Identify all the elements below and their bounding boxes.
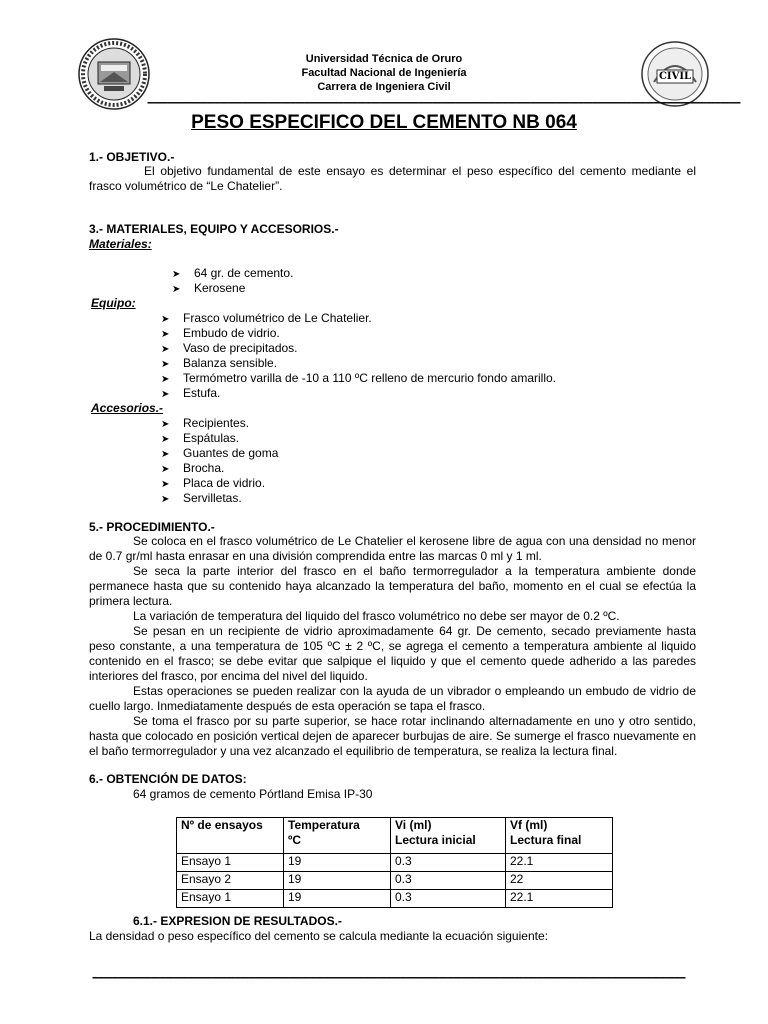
table-cell: 19 [284, 854, 391, 872]
header-career: Carrera de Ingeniera Civil [317, 81, 451, 93]
arrow-bullet-icon: ➤ [161, 374, 170, 385]
table-header-cell: Vf (ml) Lectura final [506, 818, 613, 854]
list-item [161, 341, 298, 357]
table-cell: 19 [284, 890, 391, 908]
materiales-label: Materiales: [89, 237, 152, 251]
list-item-label: Recipientes. [183, 416, 250, 430]
procedimiento-paragraph: Se coloca en el frasco volumétrico de Le Chatelier el kerosene libre de agua con una densidad no menor de 0.7 gr/ml hasta enrasar en una división comprendida entre las marcas 0 ml y 1 ml. [89, 534, 696, 563]
list-item [161, 476, 265, 492]
procedimiento-paragraph: Se pesan en un recipiente de vidrio aproximadamente 64 gr. De cemento, secado previamente hasta peso constante, a una temperatura de 105 ºC ± 2 ºC, se agrega el cemento a temperatura ambiente al liquido contenido en el frasco; se debe evitar que salpique el liquido y que el cemento quede adherido a las paredes interiores del frasco, por encima del nivel del liquido. [89, 624, 696, 683]
list-item [161, 491, 242, 507]
list-item-label: Balanza sensible. [183, 356, 278, 370]
table-cell: 0.3 [391, 854, 506, 872]
list-item-label: Embudo de vidrio. [183, 326, 280, 340]
list-item-label: Frasco volumétrico de Le Chatelier. [183, 311, 372, 325]
procedimiento-paragraph: Se seca la parte interior del frasco en el baño termorregulador a la temperatura ambiente donde permanece hasta que su contenido haya alcanzado la temperatura del baño, momento en el cual se efectúa la primera lectura. [89, 564, 696, 608]
table-cell: 22 [506, 872, 613, 890]
arrow-bullet-icon: ➤ [161, 449, 170, 460]
list-item [172, 266, 293, 282]
resultados-heading: 6.1.- EXPRESION DE RESULTADOS.- [133, 914, 342, 928]
arrow-bullet-icon: ➤ [161, 359, 170, 370]
page-title: PESO ESPECIFICO DEL CEMENTO NB 064 [191, 112, 577, 133]
procedimiento-paragraph: La variación de temperatura del liquido del frasco volumétrico no debe ser mayor de 0.2 ºC. [133, 609, 620, 623]
list-item-label: Placa de vidrio. [183, 476, 266, 490]
civil-logo-text: CIVIL [658, 71, 692, 82]
list-item [161, 311, 372, 327]
objetivo-text: El objetivo fundamental de este ensayo es determinar el peso específico del cemento mediante el frasco volumétrico de “Le Chatelier”. [89, 164, 696, 193]
objetivo-heading: 1.- OBJETIVO.- [89, 150, 175, 164]
equipo-label: Equipo: [91, 296, 136, 310]
table-cell: 0.3 [391, 872, 506, 890]
procedimiento-paragraph: Estas operaciones se pueden realizar con la ayuda de un vibrador o empleando un embudo de vidrio de cuello largo. Inmediatamente después de esta operación se tapa el frasco. [89, 684, 696, 713]
list-item [161, 371, 556, 387]
arrow-bullet-icon: ➤ [161, 479, 170, 490]
list-item-label: Brocha. [183, 461, 225, 475]
header-divider: -------------------------------------------------------------------------------------------------------------------------------------------------------------------------------------------------------------------- [147, 95, 740, 109]
table-header-row [177, 818, 613, 854]
list-item-label: Kerosene [194, 281, 246, 295]
table-cell: 0.3 [391, 890, 506, 908]
table-row [177, 890, 613, 908]
list-item-label: Vaso de precipitados. [183, 341, 298, 355]
procedimiento-paragraph: Se toma el frasco por su parte superior, se hace rotar inclinando alternadamente en uno y otro sentido, hasta que colocado en posición vertical dejen de aparecer burbujas de aire. Se sumerge el frasco nuevamente en el baño termorregulador y una vez alcanzado el equilibrio de temperatura, se realiza la lectura final. [89, 714, 696, 758]
table-cell: Ensayo 2 [177, 872, 284, 890]
list-item [161, 461, 224, 477]
arrow-bullet-icon: ➤ [161, 389, 170, 400]
table-header-cell: Vi (ml) Lectura inicial [391, 818, 506, 854]
header-faculty: Facultad Nacional de Ingeniería [301, 67, 467, 79]
list-item [172, 281, 245, 297]
table-cell: 19 [284, 872, 391, 890]
list-item [161, 386, 220, 402]
list-item [161, 446, 278, 462]
table-cell: Ensayo 1 [177, 890, 284, 908]
table-row [177, 872, 613, 890]
arrow-bullet-icon: ➤ [161, 419, 170, 430]
footer-divider: -------------------------------------------------------------------------------------------------------------------------------------------------------------------------------------------------------------------- [92, 970, 685, 984]
datos-subtitle: 64 gramos de cemento Pórtland Emisa IP-30 [133, 787, 373, 801]
list-item-label: Espátulas. [183, 431, 240, 445]
list-item [161, 356, 277, 372]
arrow-bullet-icon: ➤ [172, 284, 181, 295]
table-cell: 22.1 [506, 854, 613, 872]
list-item-label: Servilletas. [183, 491, 242, 505]
header-university: Universidad Técnica de Oruro [305, 53, 463, 65]
arrow-bullet-icon: ➤ [161, 344, 170, 355]
table-cell: Ensayo 1 [177, 854, 284, 872]
procedimiento-body [89, 534, 696, 759]
list-item-label: Estufa. [183, 386, 221, 400]
procedimiento-heading: 5.- PROCEDIMIENTO.- [89, 520, 215, 534]
list-item [161, 431, 239, 447]
accesorios-label: Accesorios.- [91, 401, 164, 415]
arrow-bullet-icon: ➤ [172, 269, 181, 280]
materiales-heading: 3.- MATERIALES, EQUIPO Y ACCESORIOS.- [89, 222, 339, 236]
arrow-bullet-icon: ➤ [161, 434, 170, 445]
table-header-cell: Nº de ensayos [177, 818, 284, 854]
arrow-bullet-icon: ➤ [161, 494, 170, 505]
data-table [176, 817, 613, 908]
table-header-cell: Temperatura ºC [284, 818, 391, 854]
arrow-bullet-icon: ➤ [161, 464, 170, 475]
list-item [161, 416, 249, 432]
table-cell: 22.1 [506, 890, 613, 908]
list-item [161, 326, 280, 342]
list-item-label: 64 gr. de cemento. [194, 266, 294, 280]
list-item-label: Termómetro varilla de -10 a 110 ºC relleno de mercurio fondo amarillo. [183, 371, 556, 385]
university-seal-icon [78, 38, 150, 110]
list-item-label: Guantes de goma [183, 446, 279, 460]
table-row [177, 854, 613, 872]
datos-heading: 6.- OBTENCIÓN DE DATOS: [89, 772, 247, 786]
arrow-bullet-icon: ➤ [161, 329, 170, 340]
arrow-bullet-icon: ➤ [161, 314, 170, 325]
resultados-text: La densidad o peso específico del cemento se calcula mediante la ecuación siguiente: [89, 929, 548, 943]
